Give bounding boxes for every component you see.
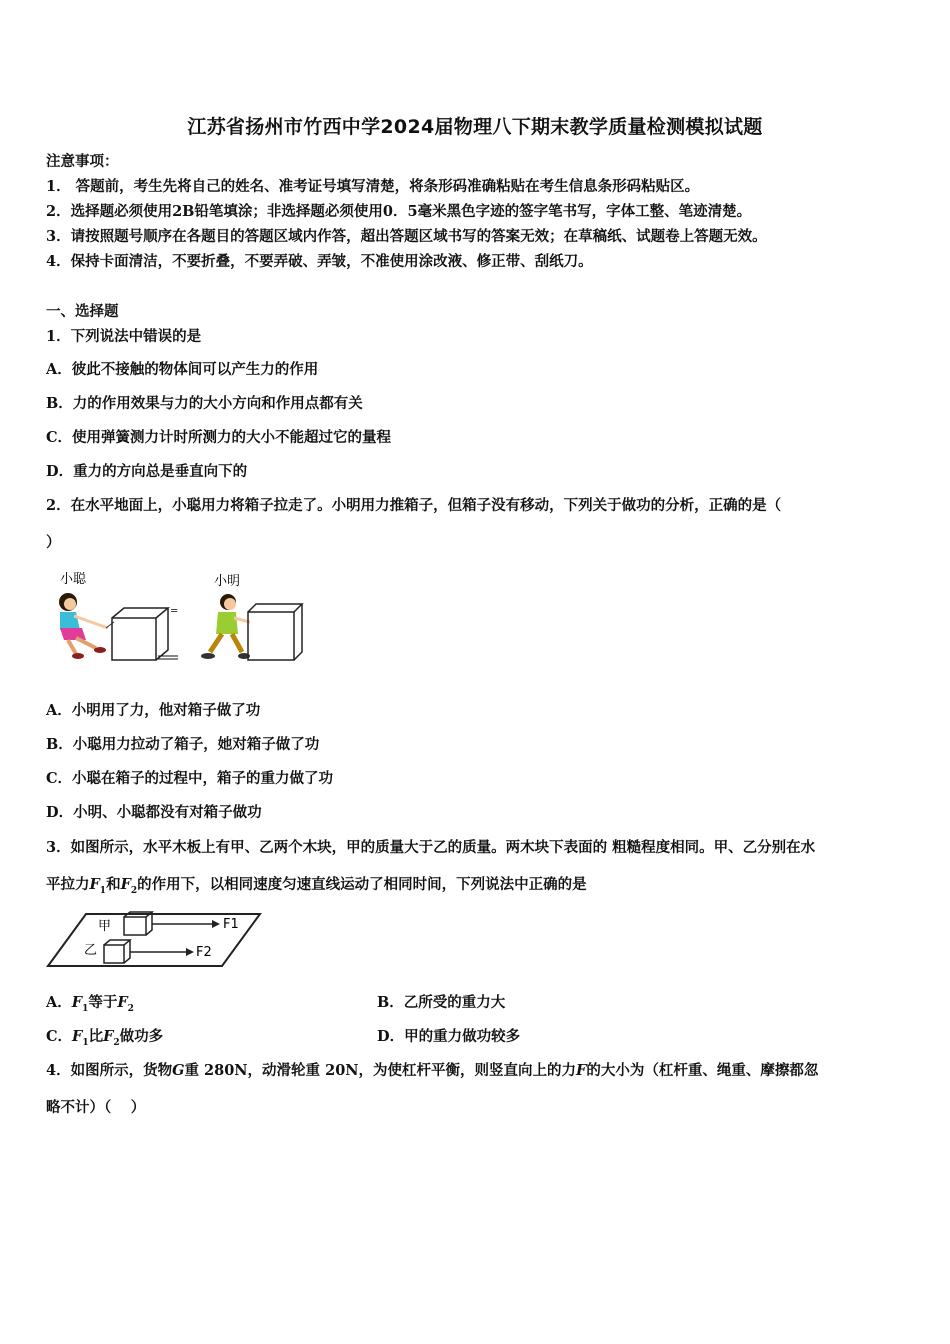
q3-stem-line1: 3．如图所示，水平木板上有甲、乙两个木块，甲的质量大于乙的质量。两木块下表面的 粗糙程度相同。甲、乙分别在水 xyxy=(46,839,816,856)
section-heading: 一、选择题 xyxy=(46,303,119,320)
q4-stem-line1: 4．如图所示，货物G重 280N，动滑轮重 20N，为使杠杆平衡，则竖直向上的力F的大小为（杠杆重、绳重、摩擦都忽 xyxy=(46,1062,819,1079)
q3-label-yi: 乙 xyxy=(84,943,98,958)
q1-stem: 1．下列说法中错误的是 xyxy=(46,328,202,345)
girl-figure xyxy=(59,593,108,659)
box-right xyxy=(248,604,302,660)
q1-option-c: C．使用弹簧测力计时所测力的大小不能超过它的量程 xyxy=(46,429,392,446)
q1-option-d: D．重力的方向总是垂直向下的 xyxy=(46,463,248,480)
q3-option-c: C．$F_1$比$F_2$做功多 xyxy=(46,1028,164,1048)
q2-option-a: A．小明用了力，他对箱子做了功 xyxy=(46,702,261,719)
notice-3: 3．请按照题号顺序在各题目的答题区域内作答，超出答题区域书写的答案无效；在草稿纸、试题卷上答题无效。 xyxy=(46,228,767,245)
q3-label-f2: F2 xyxy=(196,945,212,960)
svg-text:=: = xyxy=(170,606,179,617)
boy-figure xyxy=(201,594,250,659)
block-yi xyxy=(104,940,130,963)
q2-stem-line2: ） xyxy=(46,534,61,551)
block-jia xyxy=(124,912,152,935)
q2-option-c: C．小聪在箱子的过程中，箱子的重力做了功 xyxy=(46,770,334,787)
q2-label-xiaoming: 小明 xyxy=(214,574,241,589)
q1-option-a: A．彼此不接触的物体间可以产生力的作用 xyxy=(46,361,319,378)
q3-option-d: D．甲的重力做功较多 xyxy=(377,1028,521,1045)
q2-option-d: D．小明、小聪都没有对箱子做功 xyxy=(46,804,262,821)
page-title: 江苏省扬州市竹西中学2024届物理八下期末教学质量检测模拟试题 xyxy=(187,116,763,138)
q2-label-xiaocong: 小聪 xyxy=(60,572,87,587)
notice-4: 4．保持卡面清洁，不要折叠，不要弄破、弄皱，不准使用涂改液、修正带、刮纸刀。 xyxy=(46,253,593,270)
box-left xyxy=(112,608,168,660)
q2-option-b: B．小聪用力拉动了箱子，她对箱子做了功 xyxy=(46,736,320,753)
notice-1: 1． 答题前，考生先将自己的姓名、准考证号填写清楚，将条形码准确粘贴在考生信息条形码粘贴区。 xyxy=(46,178,700,195)
q3-label-f1: F1 xyxy=(223,917,239,932)
q2-stem-line1: 2．在水平地面上，小聪用力将箱子拉走了。小明用力推箱子，但箱子没有移动，下列关于做功的分析，正确的是（ xyxy=(46,497,782,514)
q3-option-a: A．$F_1$等于$F_2$ xyxy=(46,994,134,1014)
q4-stem-line2: 略不计）（ ） xyxy=(46,1099,146,1116)
q3-option-b: B．乙所受的重力大 xyxy=(377,994,506,1011)
q1-option-b: B．力的作用效果与力的大小方向和作用点都有关 xyxy=(46,395,363,412)
q3-label-jia: 甲 xyxy=(98,919,112,934)
notice-heading: 注意事项： xyxy=(46,153,119,170)
notice-2: 2．选择题必须使用2B铅笔填涂；非选择题必须使用0．5毫米黑色字迹的签字笔书写，字体工整、笔迹清楚。 xyxy=(46,203,752,220)
q3-stem-line2: 平拉力$F_1$和$F_2$的作用下，以相同速度匀速直线运动了相同时间，下列说法中正确的是 xyxy=(46,876,587,896)
q3-figure xyxy=(46,908,266,972)
q2-figure xyxy=(46,568,311,668)
